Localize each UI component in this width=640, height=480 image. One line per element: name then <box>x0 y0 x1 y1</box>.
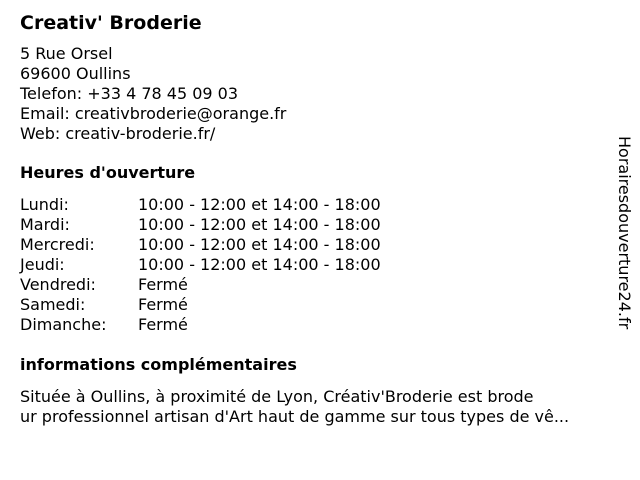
address-city: 69600 Oullins <box>20 64 131 83</box>
hours-time: Fermé <box>138 275 188 294</box>
phone-line: Telefon: +33 4 78 45 09 03 <box>20 84 239 103</box>
site-brand-vertical: Horairesdouverture24.fr <box>615 136 634 330</box>
business-name: Creativ' Broderie <box>20 12 202 34</box>
hours-day: Mercredi: <box>20 235 95 254</box>
additional-info-heading: informations complémentaires <box>20 355 297 374</box>
hours-time: 10:00 - 12:00 et 14:00 - 18:00 <box>138 195 381 214</box>
hours-row-saturday <box>20 295 610 315</box>
hours-row-tuesday <box>20 215 610 235</box>
hours-day: Samedi: <box>20 295 86 314</box>
hours-time: 10:00 - 12:00 et 14:00 - 18:00 <box>138 215 381 234</box>
hours-day: Mardi: <box>20 215 70 234</box>
additional-info-line-1: Située à Oullins, à proximité de Lyon, Créativ'Broderie est brode <box>20 387 534 406</box>
hours-row-friday <box>20 275 610 295</box>
hours-row-sunday <box>20 315 610 335</box>
hours-time: 10:00 - 12:00 et 14:00 - 18:00 <box>138 255 381 274</box>
hours-day: Dimanche: <box>20 315 107 334</box>
hours-row-wednesday <box>20 235 610 255</box>
hours-row-monday <box>20 195 610 215</box>
hours-day: Vendredi: <box>20 275 96 294</box>
address-street: 5 Rue Orsel <box>20 44 113 63</box>
hours-time: 10:00 - 12:00 et 14:00 - 18:00 <box>138 235 381 254</box>
opening-hours-heading: Heures d'ouverture <box>20 163 196 182</box>
additional-info-line-2: ur professionnel artisan d'Art haut de gamme sur tous types de vê... <box>20 407 570 426</box>
hours-time: Fermé <box>138 295 188 314</box>
hours-row-thursday <box>20 255 610 275</box>
email-line: Email: creativbroderie@orange.fr <box>20 104 287 123</box>
hours-day: Lundi: <box>20 195 69 214</box>
hours-day: Jeudi: <box>20 255 65 274</box>
business-card <box>20 10 610 427</box>
opening-hours-table <box>20 195 610 335</box>
hours-time: Fermé <box>138 315 188 334</box>
web-line: Web: creativ-broderie.fr/ <box>20 124 216 143</box>
contact-block <box>20 44 610 144</box>
